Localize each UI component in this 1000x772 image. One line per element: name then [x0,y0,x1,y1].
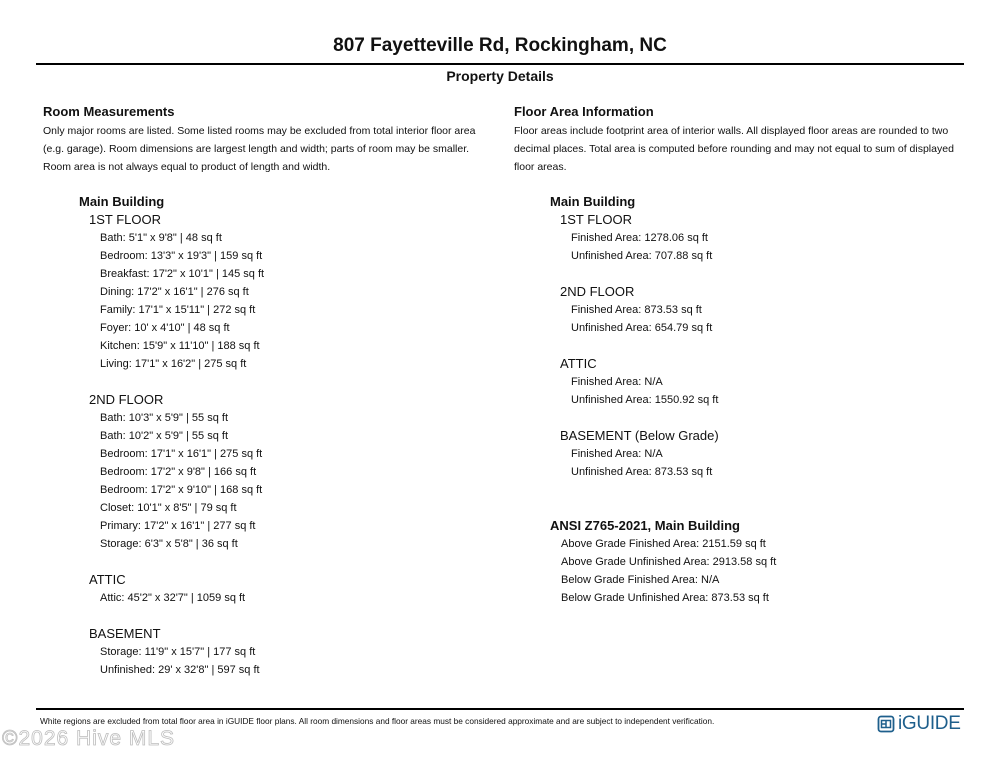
iguide-cube-icon [877,715,895,733]
logo-text: iGUIDE [898,713,961,734]
floor-area-section [514,103,969,607]
room-item: Closet: 10'1" x 8'5" | 79 sq ft [100,502,237,514]
floor-name: 2ND FLOOR [89,392,164,407]
ansi-item: Above Grade Unfinished Area: 2913.58 sq ft [561,556,777,568]
area-item: Unfinished Area: 707.88 sq ft [571,250,713,262]
area-item: Finished Area: N/A [571,376,663,388]
page-title: 807 Fayetteville Rd, Rockingham, NC [333,35,667,56]
area-item: Unfinished Area: 1550.92 sq ft [571,394,719,406]
floor-area-list [514,193,969,607]
description-line: floor areas. [514,161,567,173]
floor-name: 2ND FLOOR [560,284,635,299]
description-line: Room area is not always equal to product of length and width. [43,161,331,173]
room-item: Bedroom: 13'3" x 19'3" | 159 sq ft [100,250,263,262]
area-item: Unfinished Area: 654.79 sq ft [571,322,713,334]
room-measurements-section [43,103,493,679]
footer-divider [36,708,964,710]
area-item: Finished Area: 873.53 sq ft [571,304,702,316]
description-line: Only major rooms are listed. Some listed rooms may be excluded from total interior floor area [43,125,476,137]
room-item: Dining: 17'2" x 16'1" | 276 sq ft [100,286,249,298]
header-divider [36,63,964,65]
room-item: Storage: 6'3" x 5'8" | 36 sq ft [100,538,238,550]
room-item: Family: 17'1" x 15'11" | 272 sq ft [100,304,256,316]
floor-name: BASEMENT (Below Grade) [560,428,719,443]
area-item: Unfinished Area: 873.53 sq ft [571,466,713,478]
ansi-item: Above Grade Finished Area: 2151.59 sq ft [561,538,766,550]
floor-name: 1ST FLOOR [560,212,633,227]
room-item: Bedroom: 17'1" x 16'1" | 275 sq ft [100,448,263,460]
room-item: Breakfast: 17'2" x 10'1" | 145 sq ft [100,268,265,280]
room-item: Attic: 45'2" x 32'7" | 1059 sq ft [100,592,246,604]
description-line: decimal places. Total area is computed before rounding and may not equal to sum of displayed [514,143,954,155]
building-name: Main Building [550,194,636,209]
room-item: Living: 17'1" x 16'2" | 275 sq ft [100,358,247,370]
room-item: Bath: 10'2" x 5'9" | 55 sq ft [100,430,228,442]
room-item: Bedroom: 17'2" x 9'10" | 168 sq ft [100,484,263,496]
room-item: Bath: 5'1" x 9'8" | 48 sq ft [100,232,222,244]
footer-disclaimer: White regions are excluded from total floor area in iGUIDE floor plans. All room dimensions and floor areas must be considered approximate and are subject to independent verification. [40,716,715,726]
floor-area-description [514,122,969,176]
floor-name: ATTIC [89,572,126,587]
page-subtitle: Property Details [446,68,554,84]
room-list [43,193,493,679]
room-item: Bath: 10'3" x 5'9" | 55 sq ft [100,412,228,424]
room-item: Unfinished: 29' x 32'8" | 597 sq ft [100,664,260,676]
iguide-logo [877,713,961,735]
floor-name: BASEMENT [89,626,161,641]
room-item: Foyer: 10' x 4'10" | 48 sq ft [100,322,230,334]
room-item: Bedroom: 17'2" x 9'8" | 166 sq ft [100,466,257,478]
description-line: Floor areas include footprint area of interior walls. All displayed floor areas are rounded to two [514,125,949,137]
area-item: Finished Area: N/A [571,448,663,460]
ansi-item: Below Grade Unfinished Area: 873.53 sq ft [561,592,769,604]
room-item: Primary: 17'2" x 16'1" | 277 sq ft [100,520,256,532]
room-measurements-description [43,122,493,176]
area-item: Finished Area: 1278.06 sq ft [571,232,708,244]
floor-name: ATTIC [560,356,597,371]
mls-watermark: ©2026 Hive MLS [2,727,176,750]
description-line: (e.g. garage). Room dimensions are largest length and width; parts of room may be smaller. [43,143,470,155]
room-item: Storage: 11'9" x 15'7" | 177 sq ft [100,646,256,658]
floor-name: 1ST FLOOR [89,212,162,227]
ansi-heading: ANSI Z765-2021, Main Building [550,518,740,533]
room-measurements-heading: Room Measurements [43,104,175,119]
floor-area-heading: Floor Area Information [514,104,654,119]
room-item: Kitchen: 15'9" x 11'10" | 188 sq ft [100,340,260,352]
ansi-item: Below Grade Finished Area: N/A [561,574,720,586]
building-name: Main Building [79,194,165,209]
